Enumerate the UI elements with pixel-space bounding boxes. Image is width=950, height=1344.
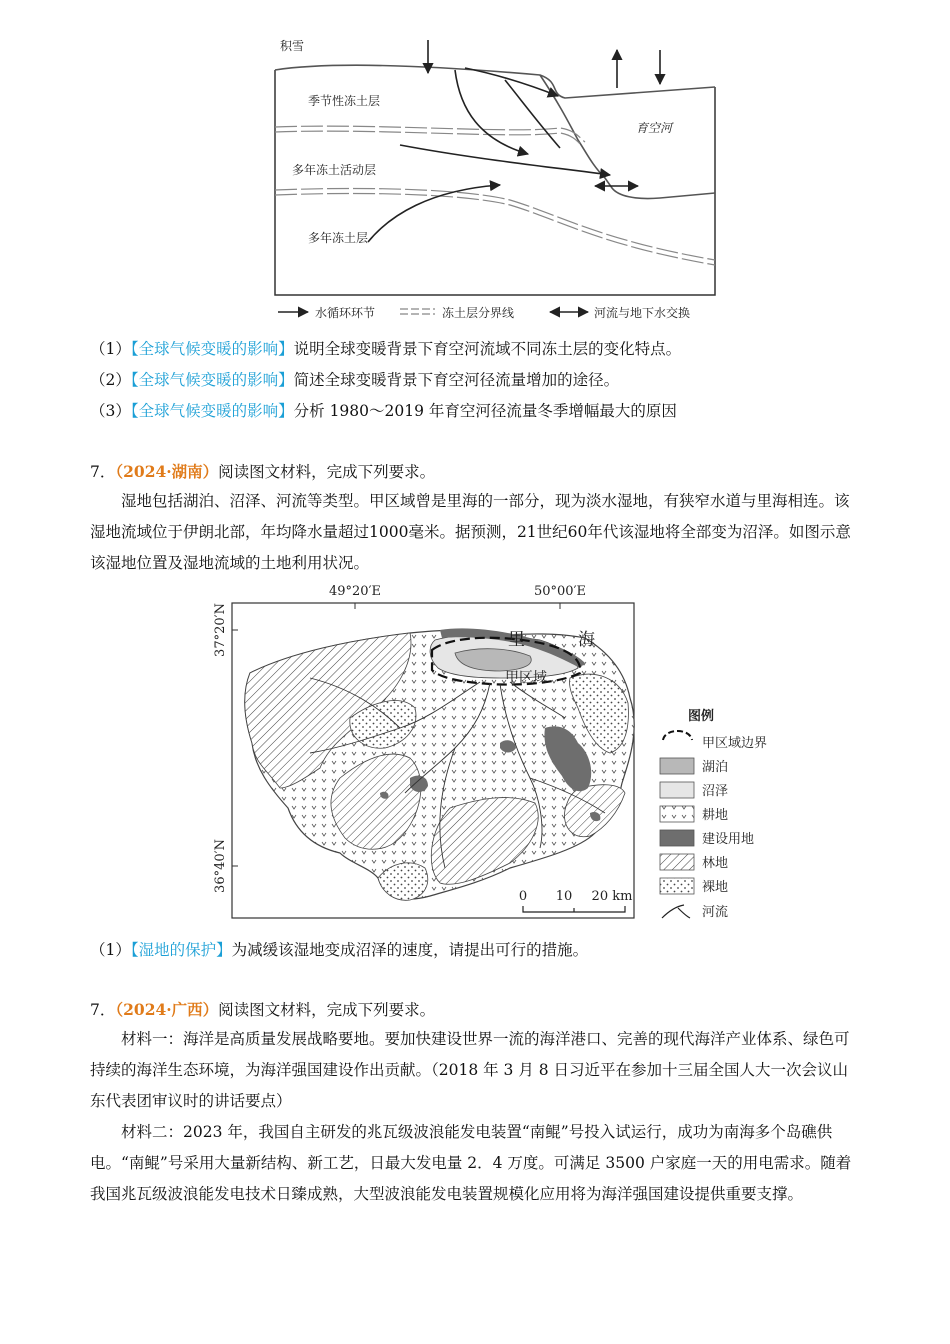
legend-boundary: 冻土层分界线	[442, 306, 515, 320]
legend-builtup: 建设用地	[702, 832, 755, 847]
q7b-material-2: 材料二：2023 年，我国自主研发的兆瓦级波浪能发电装置“南鲲”号投入试运行，成功为南海多个岛礁供电。“南鲲”号采用大量新结构、新工艺，日最大发电量 2．4 万度。可满足 3500 户家庭一天的用电需求。随着我国兆瓦级波浪能发电技术日臻成熟，大型波浪能发电装置规模化应用将为海洋强国建设提供重要支撑。	[90, 1123, 852, 1203]
sea-label-2: 海	[578, 630, 595, 650]
legend-symbol-boundary	[663, 731, 692, 740]
source-tag: （2024·广西）	[115, 1000, 219, 1019]
active-layer-label: 多年冻土活动层	[292, 163, 377, 177]
region-label: 甲区域	[505, 670, 547, 686]
lat-label-2: 36°40′N	[213, 839, 228, 893]
topic-tag: 【全球气候变暖的影响】	[130, 371, 294, 389]
topic-tag: 【湿地的保护】	[130, 941, 232, 959]
lat-label-1: 37°20′N	[213, 603, 228, 657]
legend-forest: 林地	[702, 856, 729, 871]
legend-symbol-cropland	[660, 806, 694, 822]
river-label: 育空河	[636, 121, 673, 135]
svg-text:0: 0	[518, 889, 528, 904]
q7a-question: （1）【湿地的保护】为减缓该湿地变成沼泽的速度，请提出可行的措施。	[90, 941, 589, 959]
frozen-boundary-upper	[275, 126, 585, 146]
legend-symbol-marsh	[660, 782, 694, 798]
legend-symbol-lake	[660, 758, 694, 774]
permafrost-diagram	[260, 30, 730, 330]
legend-lake: 湖泊	[702, 760, 729, 775]
lon-label-2: 50°00′E	[533, 584, 587, 599]
legend-symbol-bare	[660, 878, 694, 894]
q6-item-3: （3）【全球气候变暖的影响】分析 1980～2019 年育空河径流量冬季增幅最大的原因	[90, 402, 677, 420]
snow-label: 积雪	[280, 39, 305, 53]
q7b-material-1: 材料一：海洋是高质量发展战略要地。要加快建设世界一流的海洋港口、完善的现代海洋产业体系、绿色可持续的海洋生态环境，为海洋强国建设作出贡献。（2018 年 3 月 8 日习近平在参加十三届全国人大一次会议山东代表团审议时的讲话要点）	[90, 1030, 850, 1110]
legend-exchange: 河流与地下水交换	[594, 306, 691, 320]
permafrost-label: 多年冻土层	[308, 231, 369, 245]
topic-tag: 【全球气候变暖的影响】	[130, 402, 294, 420]
svg-text:20 km: 20 km	[591, 889, 633, 904]
legend-boundary: 甲区域边界	[702, 736, 768, 751]
q7a-header: 7．（2024·湖南）阅读图文材料，完成下列要求。	[90, 462, 436, 481]
svg-text:10: 10	[555, 889, 573, 904]
topic-tag: 【全球气候变暖的影响】	[130, 340, 294, 358]
legend-water-cycle: 水循环环节	[315, 306, 376, 320]
legend-symbol-river	[662, 905, 690, 918]
seasonal-frozen-label: 季节性冻土层	[308, 94, 381, 108]
q6-item-1: （1）【全球气候变暖的影响】说明全球变暖背景下育空河流域不同冻土层的变化特点。	[90, 340, 682, 358]
frozen-boundary-lower	[275, 188, 715, 265]
legend-bare: 裸地	[702, 880, 729, 895]
lon-label-1: 49°20′E	[328, 584, 382, 599]
source-tag: （2024·湖南）	[115, 462, 219, 481]
q7b-header: 7．（2024·广西）阅读图文材料，完成下列要求。	[90, 1000, 436, 1019]
q6-item-2: （2）【全球气候变暖的影响】简述全球变暖背景下育空河径流量增加的途径。	[90, 371, 620, 389]
legend-river: 河流	[702, 905, 729, 920]
sea-label-1: 里	[508, 630, 525, 650]
q7a-material: 湿地包括湖泊、沼泽、河流等类型。甲区域曾是里海的一部分，现为淡水湿地，有狭窄水道与里海相连。该湿地流域位于伊朗北部，年均降水量超过1000毫米。据预测，21世纪60年代该湿地将全部变为沼泽。如图示意该湿地位置及湿地流域的土地利用状况。	[90, 492, 851, 572]
legend-cropland: 耕地	[702, 808, 729, 823]
legend-symbol-forest	[660, 854, 694, 870]
legend-title: 图例	[688, 709, 715, 724]
legend-symbol-builtup	[660, 830, 694, 846]
legend-boundary-symbol	[400, 309, 435, 314]
legend-marsh: 沼泽	[702, 784, 729, 799]
wetland-map	[200, 578, 800, 923]
